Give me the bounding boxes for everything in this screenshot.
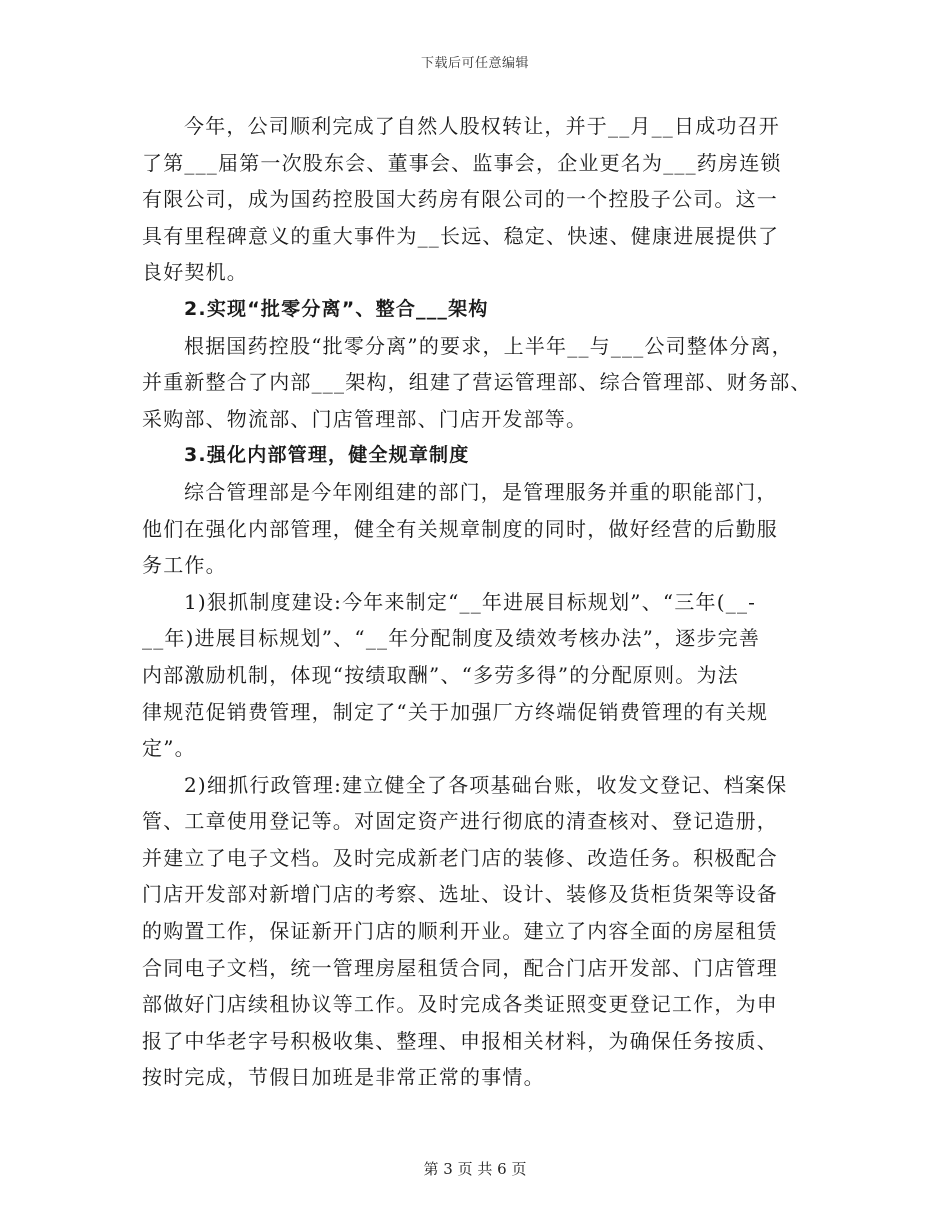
paragraph-line: 部做好门店续租协议等工作。及时完成各类证照变更登记工作，为申 (142, 992, 778, 1017)
page-header: 下载后可任意编辑 (420, 56, 529, 71)
paragraph-line: 了第___届第一次股东会、董事会、监事会，企业更名为___药房连锁 (142, 150, 782, 175)
paragraph-line: 报了中华老字号积极收集、整理、申报相关材料，为确保任务按质、 (142, 1028, 778, 1053)
paragraph-line: 务工作。 (142, 553, 227, 578)
paragraph-line: 综合管理部是今年刚组建的部门，是管理服务并重的职能部门， (184, 479, 778, 504)
paragraph-line: 采购部、物流部、门店管理部、门店开发部等。 (142, 406, 588, 431)
paragraph-line: 定”。 (142, 736, 196, 761)
paragraph-line: 根据国药控股“批零分离”的要求，上半年__与___公司整体分离， (184, 333, 793, 358)
paragraph-line: 门店开发部对新增门店的考察、选址、设计、装修及货柜货架等设备 (142, 882, 778, 907)
paragraph-line: 2)细抓行政管理:建立健全了各项基础台账，收发文登记、档案保 (184, 772, 788, 797)
paragraph-line: 内部激励机制，体现“按绩取酬”、“多劳多得”的分配原则。为法 (142, 662, 739, 687)
paragraph-line: 具有里程碑意义的重大事件为__长远、稳定、快速、健康进展提供了 (142, 223, 780, 248)
paragraph-line: 今年，公司顺利完成了自然人股权转让，并于__月__日成功召开 (184, 114, 780, 138)
paragraph-line: 并重新整合了内部___架构，组建了营运管理部、综合管理部、财务部、 (142, 370, 812, 395)
paragraph-line: 的购置工作，保证新开门店的顺利开业。建立了内容全面的房屋租赁 (142, 919, 778, 944)
paragraph-line: 管、工章使用登记等。对固定资产进行彻底的清查核对、登记造册， (142, 809, 778, 834)
paragraph-line: __年)进展目标规划”、“__年分配制度及绩效考核办法”，逐步完善 (142, 626, 761, 651)
paragraph-line: 按时完成，节假日加班是非常正常的事情。 (142, 1065, 545, 1090)
page-footer: 第 3 页 共 6 页 (423, 1160, 527, 1178)
paragraph-line: 并建立了电子文档。及时完成新老门店的装修、改造任务。积极配合 (142, 845, 778, 870)
paragraph-line: 有限公司，成为国药控股国大药房有限公司的一个控股子公司。这一 (142, 187, 778, 212)
section-heading: 2.实现“批零分离”、整合___架构 (184, 297, 489, 320)
paragraph-line: 他们在强化内部管理，健全有关规章制度的同时，做好经营的后勤服 (142, 516, 778, 541)
paragraph-line: 良好契机。 (142, 260, 248, 285)
paragraph-line: 合同电子文档，统一管理房屋租赁合同，配合门店开发部、门店管理 (142, 955, 778, 980)
paragraph-line: 1)狠抓制度建设:今年来制定“__年进展目标规划”、“三年(__- (184, 589, 757, 614)
paragraph-line: 律规范促销费管理，制定了“关于加强厂方终端促销费管理的有关规 (142, 699, 769, 724)
document-body (142, 108, 822, 1096)
section-heading: 3.强化内部管理，健全规章制度 (184, 444, 470, 467)
